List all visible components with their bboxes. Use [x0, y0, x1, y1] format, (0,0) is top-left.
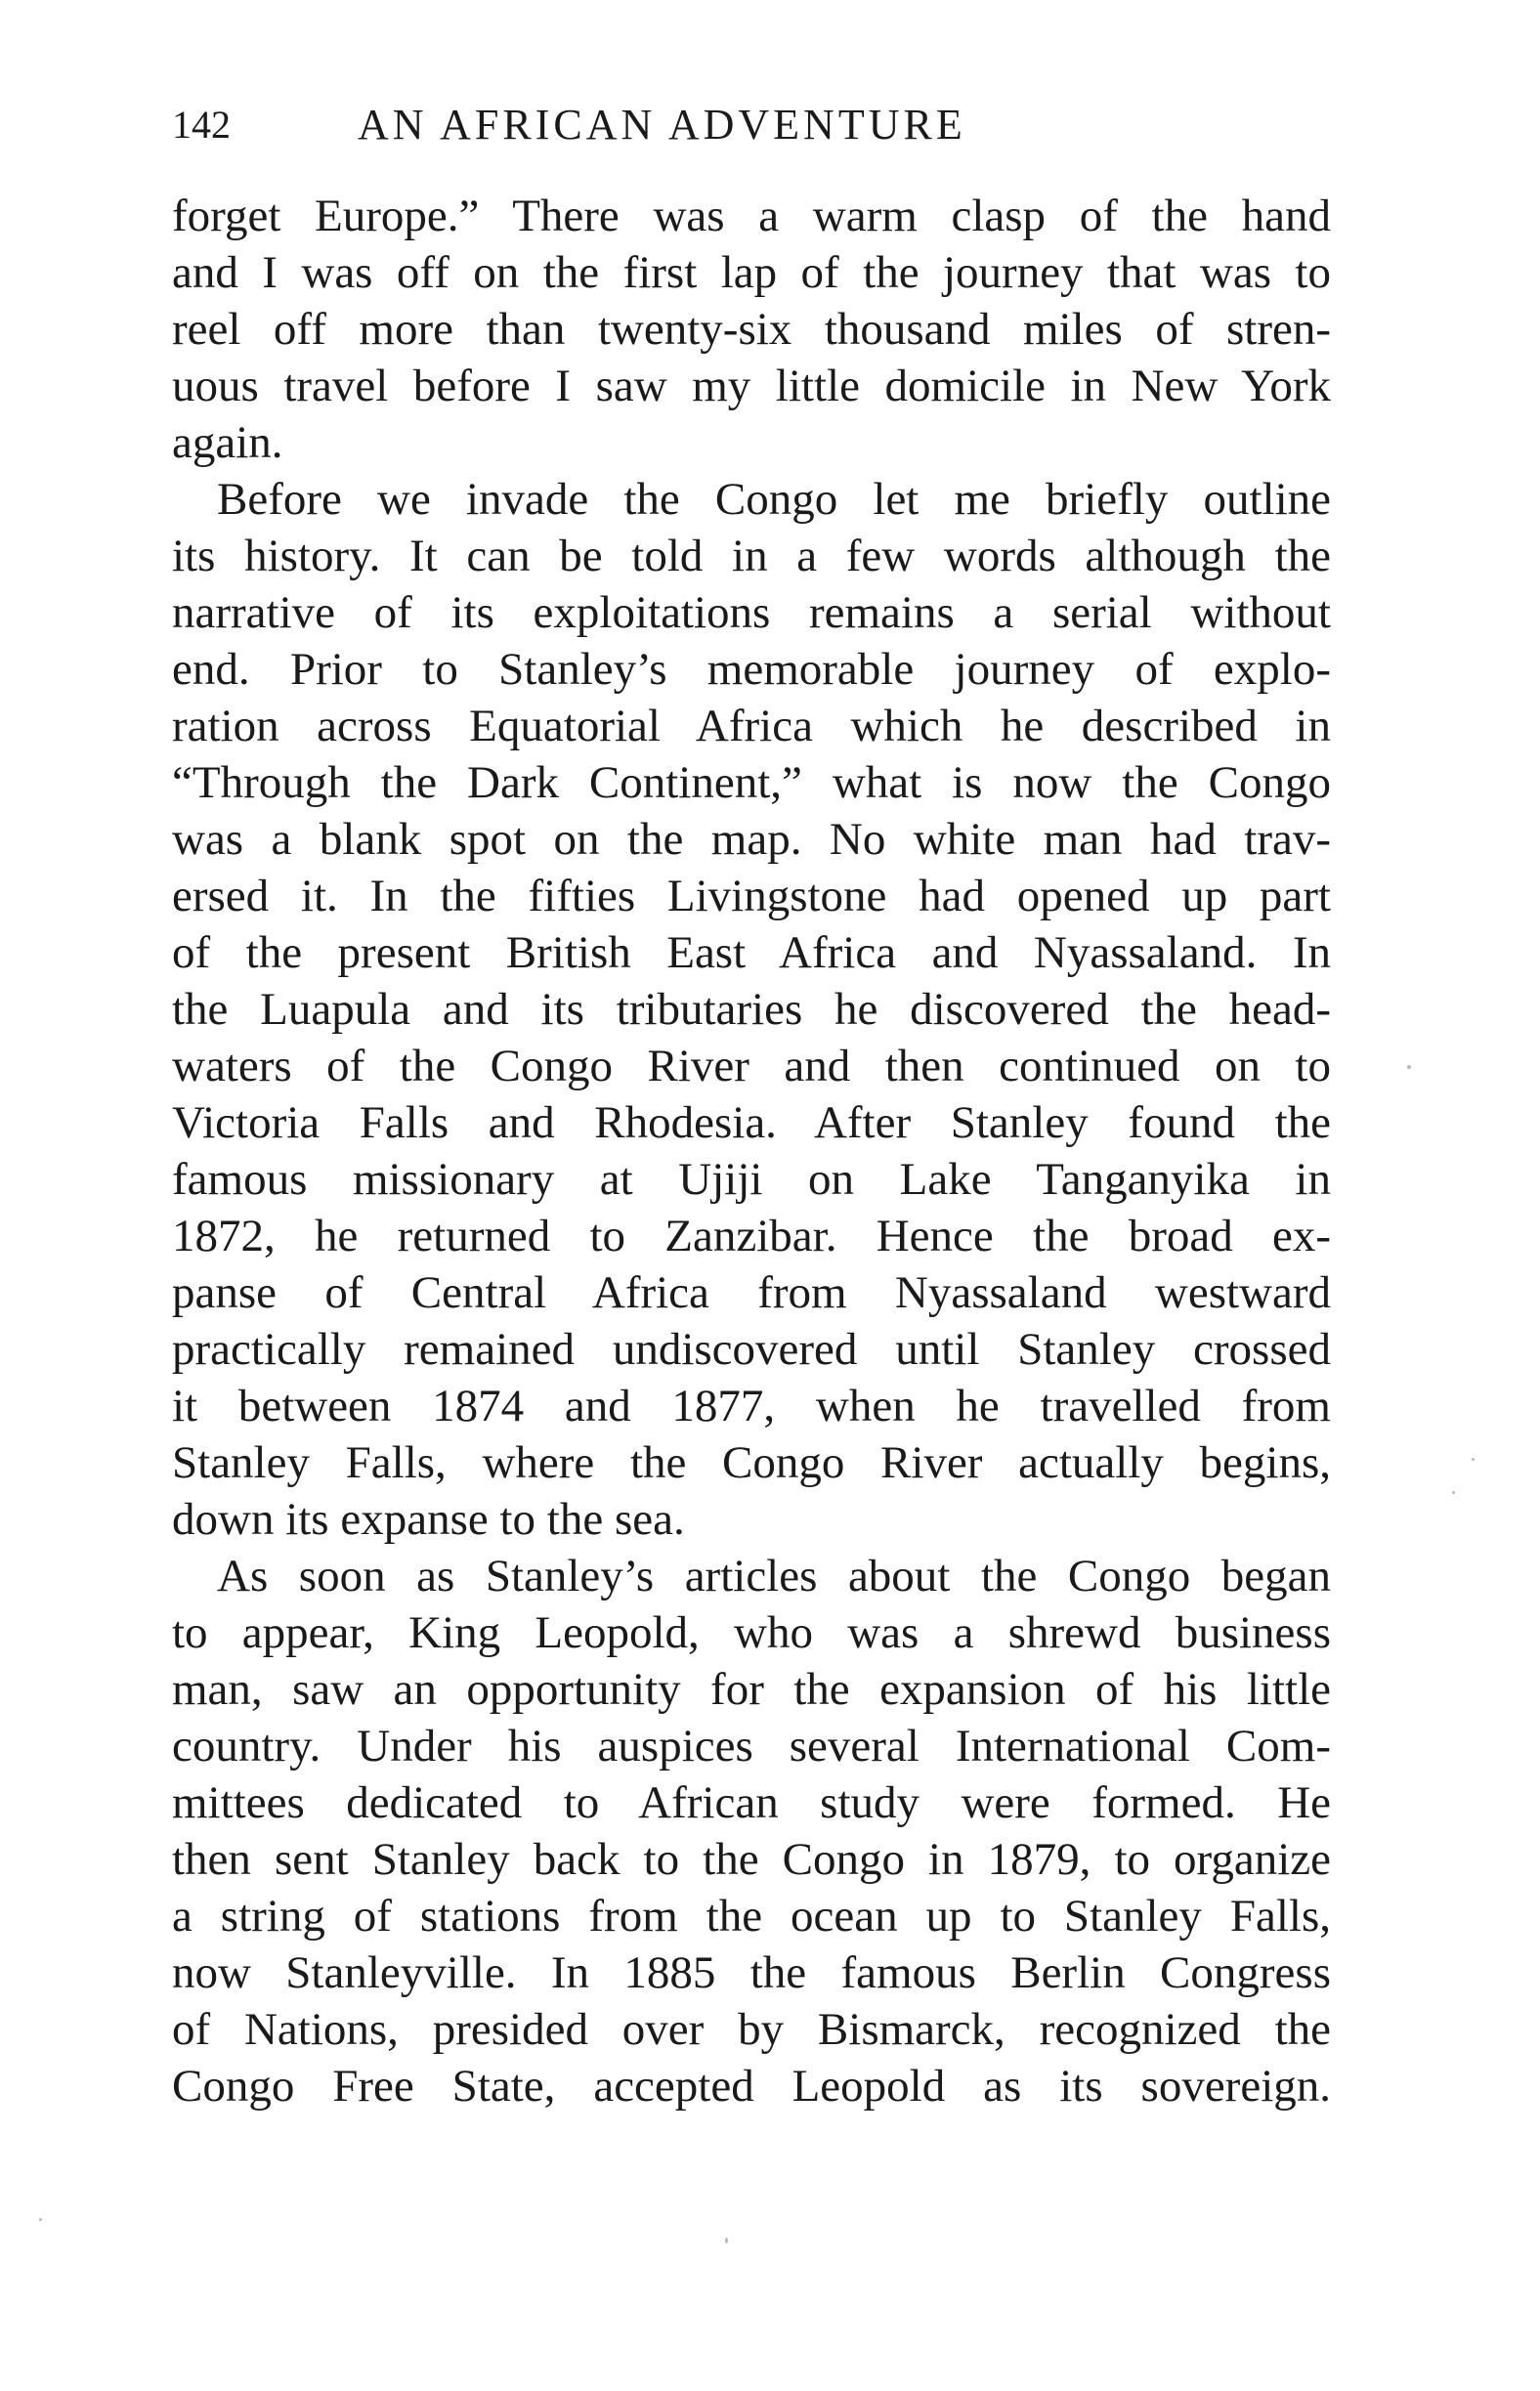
- text-line: ration across Equatorial Africa which he described in: [172, 701, 1331, 751]
- scan-speck: [39, 2218, 42, 2221]
- text-line: now Stanleyville. In 1885 the famous Berlin Congress: [172, 1947, 1331, 1998]
- text-line: panse of Central Africa from Nyassaland westward: [172, 1267, 1331, 1318]
- text-line: a string of stations from the ocean up to Stanley Falls,: [172, 1891, 1331, 1942]
- text-line: Stanley Falls, where the Congo River actually begins,: [172, 1437, 1331, 1488]
- scan-speck: [1452, 1491, 1455, 1494]
- text-line: it between 1874 and 1877, when he travelled from: [172, 1381, 1331, 1431]
- text-line: Victoria Falls and Rhodesia. After Stanley found the: [172, 1097, 1331, 1148]
- text-line: waters of the Congo River and then continued on to: [172, 1041, 1331, 1091]
- book-title: AN AFRICAN ADVENTURE: [358, 101, 966, 149]
- text-line: was a blank spot on the map. No white man had trav-: [172, 814, 1331, 865]
- running-head: [172, 96, 1331, 154]
- text-line: “Through the Dark Continent,” what is now the Congo: [172, 757, 1331, 808]
- text-line: man, saw an opportunity for the expansion of his little: [172, 1664, 1331, 1715]
- text-line: of Nations, presided over by Bismarck, recognized the: [172, 2004, 1331, 2055]
- scan-speck: [725, 2238, 728, 2243]
- text-line: narrative of its exploitations remains a serial without: [172, 587, 1331, 638]
- body-text: [172, 188, 1331, 2114]
- text-line: and I was off on the first lap of the journey that was to: [172, 247, 1331, 298]
- scan-speck: [1472, 1458, 1475, 1461]
- text-line: reel off more than twenty-six thousand miles of stren-: [172, 304, 1331, 355]
- text-line: of the present British East Africa and Nyassaland. In: [172, 927, 1331, 978]
- page-number: 142: [172, 103, 231, 147]
- text-line: down its expanse to the sea.: [172, 1494, 685, 1545]
- scan-speck: [1407, 1065, 1411, 1069]
- text-line: mittees dedicated to African study were formed. He: [172, 1777, 1331, 1828]
- text-line: ersed it. In the fifties Livingstone had opened up part: [172, 871, 1331, 921]
- text-line: to appear, King Leopold, who was a shrewd business: [172, 1607, 1331, 1658]
- text-line: forget Europe.” There was a warm clasp of the hand: [172, 191, 1331, 241]
- text-line: famous missionary at Ujiji on Lake Tanganyika in: [172, 1154, 1331, 1205]
- text-line: then sent Stanley back to the Congo in 1879, to organize: [172, 1834, 1331, 1885]
- text-line: again.: [172, 417, 283, 468]
- text-line: 1872, he returned to Zanzibar. Hence the broad ex-: [172, 1211, 1331, 1261]
- text-line: Congo Free State, accepted Leopold as its sovereign.: [172, 2061, 1331, 2112]
- text-line: Before we invade the Congo let me briefly outline: [217, 474, 1331, 525]
- text-line: its history. It can be told in a few words although the: [172, 531, 1331, 581]
- text-line: practically remained undiscovered until Stanley crossed: [172, 1324, 1331, 1375]
- text-line: the Luapula and its tributaries he discovered the head-: [172, 984, 1331, 1035]
- text-line: uous travel before I saw my little domicile in New York: [172, 361, 1331, 411]
- text-line: As soon as Stanley’s articles about the Congo began: [217, 1551, 1331, 1601]
- text-line: end. Prior to Stanley’s memorable journey of explo-: [172, 644, 1331, 695]
- text-line: country. Under his auspices several International Com-: [172, 1721, 1331, 1772]
